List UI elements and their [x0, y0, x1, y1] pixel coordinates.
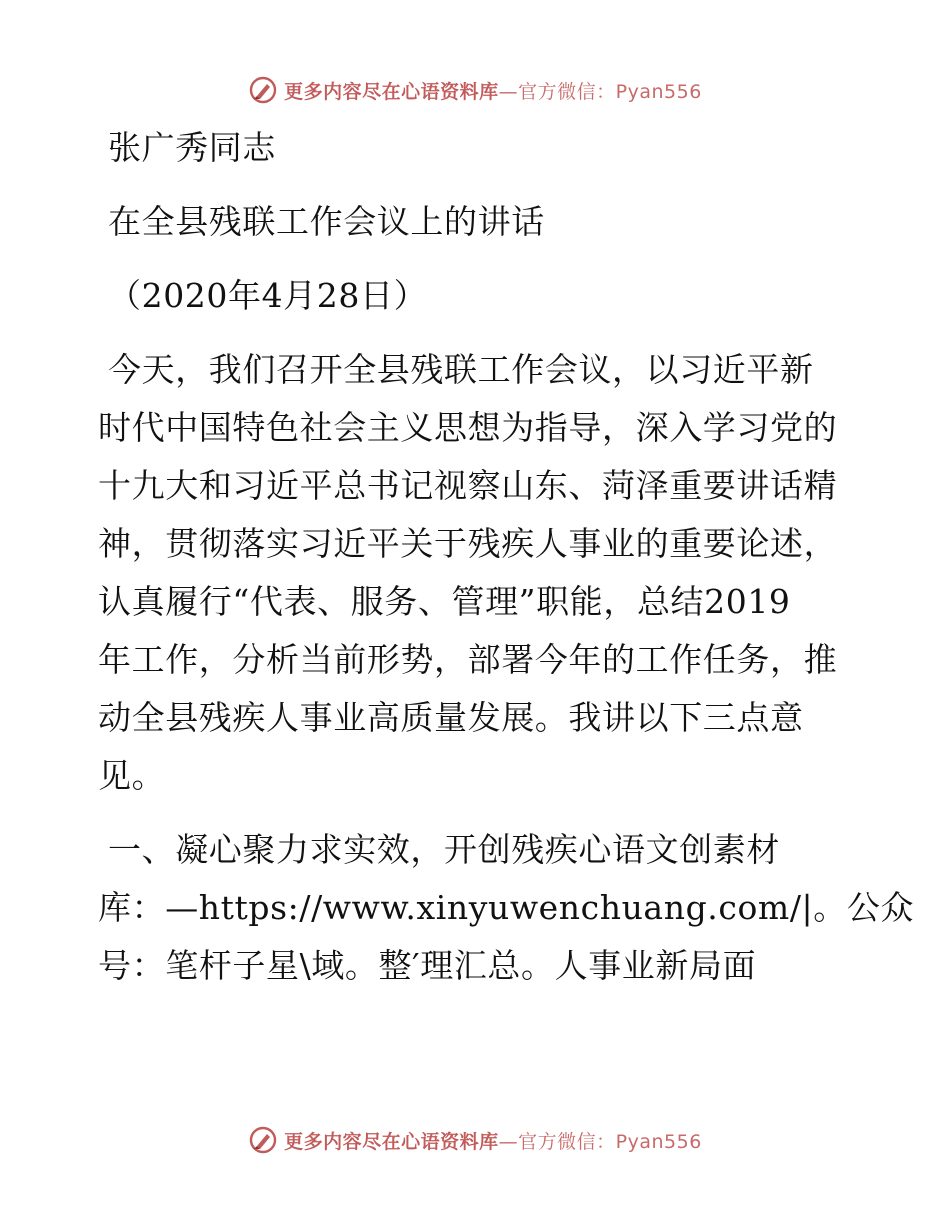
heading-line: 号：笔杆子星\域。整′理汇总。人事业新局面 [98, 946, 757, 985]
watermark-separator: — [498, 80, 519, 103]
watermark-text [284, 77, 702, 104]
paragraph-line: 认真履行“代表、服务、管理”职能，总结2019 [98, 582, 791, 621]
speech-title: 在全县残联工作会议上的讲话 [108, 202, 545, 241]
paragraph-line: 神，贯彻落实习近平关于残疾人事业的重要论述， [98, 524, 838, 563]
speech-date: （2020年4月28日） [108, 276, 428, 315]
watermark-site: 更多内容尽在心语资料库 [284, 1130, 499, 1153]
pen-logo-icon [248, 75, 278, 105]
watermark-text [284, 1127, 702, 1154]
paragraph-line: 时代中国特色社会主义思想为指导，深入学习党的 [98, 408, 838, 447]
watermark-site: 更多内容尽在心语资料库 [284, 80, 499, 103]
watermark-wechat: 官方微信：Pyan556 [518, 80, 702, 103]
paragraph-line: 动全县残疾人事业高质量发展。我讲以下三点意 [98, 698, 804, 737]
paragraph-line: 见。 [98, 756, 166, 795]
speaker-name: 张广秀同志 [108, 128, 276, 167]
watermark-separator: — [498, 1130, 519, 1153]
paragraph-line: 年工作，分析当前形势，部署今年的工作任务，推 [98, 640, 838, 679]
paragraph-line: 十九大和习近平总书记视察山东、菏泽重要讲话精 [98, 466, 838, 505]
pen-logo-icon [248, 1125, 278, 1155]
header-watermark [0, 70, 950, 110]
paragraph-line: 今天，我们召开全县残联工作会议，以习近平新 [108, 350, 814, 389]
heading-line: 一、凝心聚力求实效，开创残疾心语文创素材 [108, 830, 780, 869]
heading-line: 库：—https://www.xinyuwenchuang.com/|。公众 [98, 888, 915, 927]
footer-watermark [0, 1120, 950, 1160]
watermark-wechat: 官方微信：Pyan556 [518, 1130, 702, 1153]
